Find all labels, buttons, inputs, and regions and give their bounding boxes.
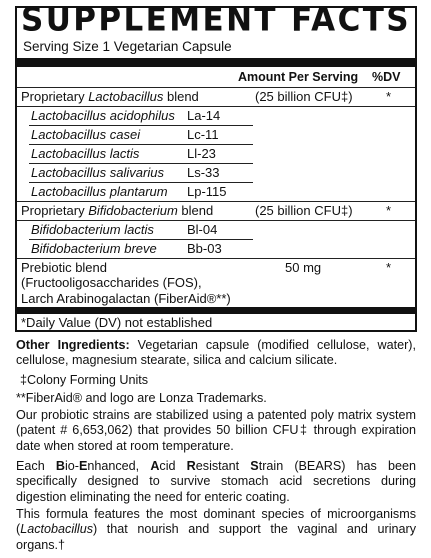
strain-code: Ls-33 xyxy=(187,165,220,180)
row-divider xyxy=(17,258,415,259)
bifido-blend-dv: * xyxy=(386,203,392,218)
prebiotic-dv: * xyxy=(386,260,392,275)
prebiotic-line-3: Larch Arabinogalactan (FiberAid®**) xyxy=(21,291,231,306)
header-divider xyxy=(17,87,415,88)
amount-header: Amount Per Serving xyxy=(238,70,359,84)
other-ingredients xyxy=(16,338,416,369)
strain-code: Lp-115 xyxy=(187,184,227,199)
thick-divider-bottom xyxy=(17,307,415,314)
prebiotic-line-2: (Fructooligosaccharides (FOS), xyxy=(21,275,202,290)
row-divider xyxy=(29,125,253,126)
dv-note: *Daily Value (DV) not established xyxy=(21,315,213,330)
formula-paragraph: This formula features the most dominant species of microorganisms (Lactobacillus) that nourish and support the vaginal and urinary organs.† xyxy=(16,507,416,552)
strain-code: Ll-23 xyxy=(187,146,216,161)
other-ingredients-label: Other Ingredients: xyxy=(16,338,130,352)
strain-code: La-14 xyxy=(187,108,221,123)
strain-name: Bifidobacterium lactis xyxy=(31,222,154,237)
bifido-blend-label: Proprietary Bifidobacterium blend xyxy=(21,203,214,218)
lacto-blend-dv: * xyxy=(386,89,392,104)
row-divider xyxy=(17,201,415,202)
row-divider xyxy=(29,239,253,240)
strain-name: Lactobacillus lactis xyxy=(31,146,140,161)
strain-name: Lactobacillus acidophilus xyxy=(31,108,175,123)
strain-name: Bifidobacterium breve xyxy=(31,241,157,256)
lacto-blend-amount: (25 billion CFU‡) xyxy=(255,89,353,104)
panel-title: SUPPLEMENT FACTS xyxy=(20,1,411,39)
row-divider xyxy=(29,163,253,164)
row-divider xyxy=(29,182,253,183)
prebiotic-amount: 50 mg xyxy=(285,260,322,275)
serving-size: Serving Size 1 Vegetarian Capsule xyxy=(23,39,232,54)
thick-divider-top xyxy=(17,58,415,67)
probiotic-paragraph: Our probiotic strains are stabilized using a patented poly matrix system (patent # 6,653,062) that provides 50 billion CFU‡ through expiration date when stored at room temperature. xyxy=(16,408,416,453)
strain-name: Lactobacillus casei xyxy=(31,127,141,142)
supplement-facts-panel xyxy=(15,1,417,332)
row-divider xyxy=(17,106,415,107)
dv-header: %DV xyxy=(372,70,401,84)
strain-name: Lactobacillus plantarum xyxy=(31,184,168,199)
bears-paragraph: Each Bio-Enhanced, Acid Resistant Strain (BEARS) has been specifically designed to survive stomach acid secretions during digestion eliminating the need for enteric coating. xyxy=(16,459,416,504)
row-divider xyxy=(17,220,415,221)
trademark-note: **FiberAid® and logo are Lonza Trademarks. xyxy=(16,391,267,405)
cfu-note: ‡Colony Forming Units xyxy=(20,373,149,387)
prebiotic-label: Prebiotic blend xyxy=(21,260,107,275)
bifido-blend-amount: (25 billion CFU‡) xyxy=(255,203,353,218)
other-ingredients-text: Vegetarian capsule (modified cellulose, water), cellulose, magnesium stearate, silica and calcium silicate. xyxy=(16,338,416,368)
row-divider xyxy=(29,144,253,145)
strain-code: Lc-11 xyxy=(187,127,219,142)
lacto-blend-label: Proprietary Lactobacillus blend xyxy=(21,89,199,104)
strain-code: Bb-03 xyxy=(187,241,222,256)
strain-code: Bl-04 xyxy=(187,222,218,237)
strain-name: Lactobacillus salivarius xyxy=(31,165,164,180)
